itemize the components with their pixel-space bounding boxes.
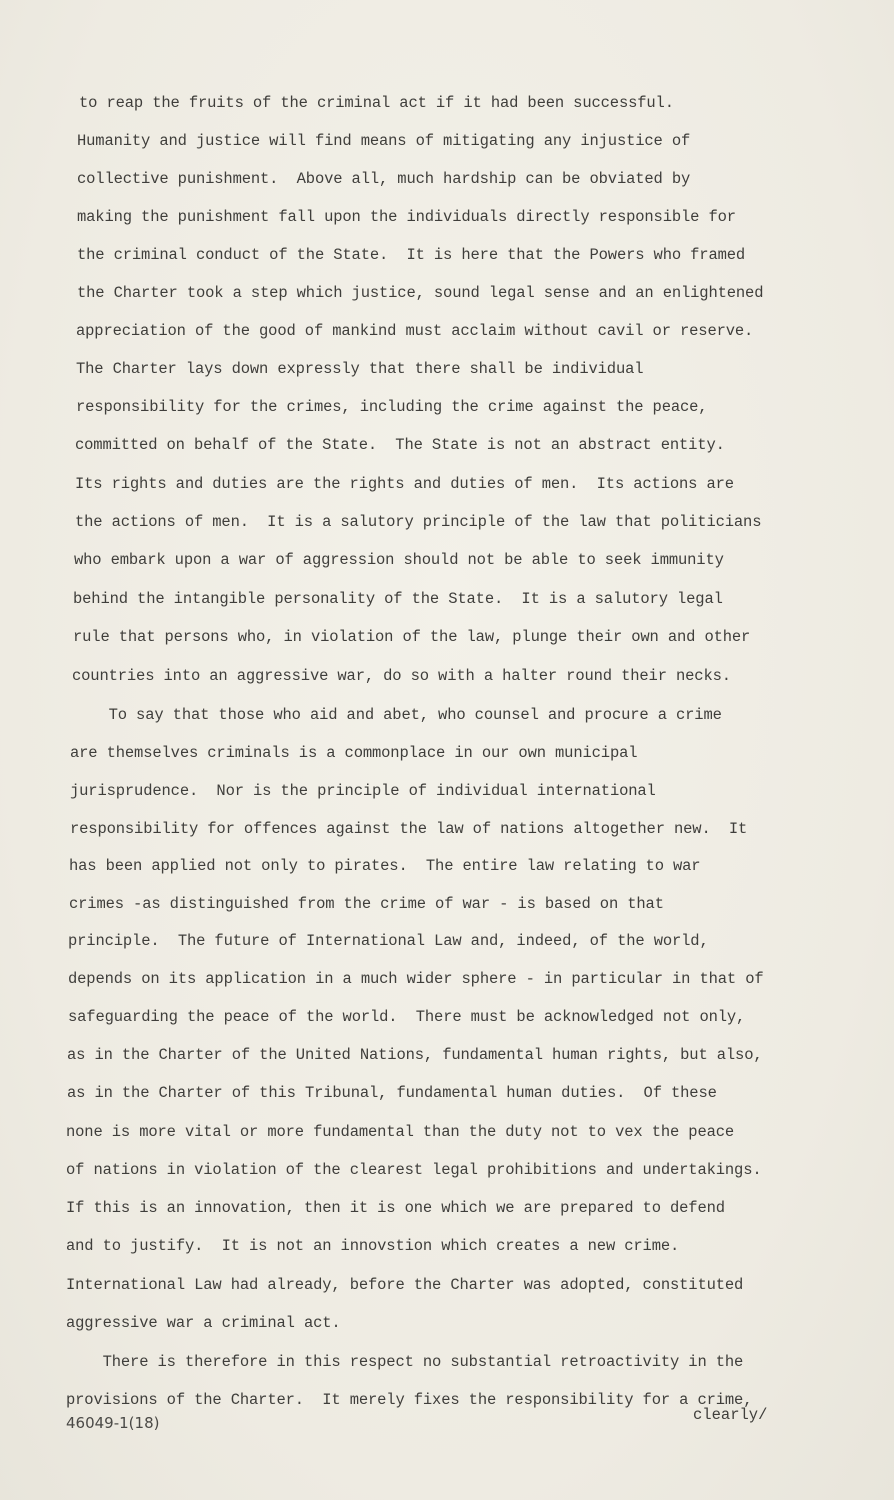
catchword: clearly/ bbox=[693, 1406, 768, 1424]
text-line: International Law had already, before the Charter was adopted, constituted bbox=[66, 1276, 744, 1294]
text-line: committed on behalf of the State. The State is not an abstract entity. bbox=[75, 436, 725, 454]
text-line: Its rights and duties are the rights and duties of men. Its actions are bbox=[75, 475, 734, 493]
text-line: responsibility for offences against the law of nations altogether new. It bbox=[70, 820, 748, 838]
text-line: Humanity and justice will find means of mitigating any injustice of bbox=[77, 132, 691, 150]
text-line: appreciation of the good of mankind must acclaim without cavil or reserve. bbox=[76, 322, 754, 340]
text-line: the Charter took a step which justice, sound legal sense and an enlightened bbox=[77, 284, 764, 302]
text-line: the actions of men. It is a salutory principle of the law that politicians bbox=[75, 513, 762, 531]
text-line: as in the Charter of this Tribunal, fundamental human duties. Of these bbox=[67, 1084, 717, 1102]
text-line: aggressive war a criminal act. bbox=[66, 1314, 341, 1332]
text-line: depends on its application in a much wider sphere - in particular in that of bbox=[68, 970, 764, 988]
text-line: has been applied not only to pirates. The entire law relating to war bbox=[69, 857, 701, 875]
text-line: principle. The future of International Law and, indeed, of the world, bbox=[68, 932, 709, 950]
text-line: jurisprudence. Nor is the principle of individual international bbox=[70, 782, 656, 800]
text-line: who embark upon a war of aggression should not be able to seek immunity bbox=[74, 551, 724, 569]
text-line: behind the intangible personality of the State. It is a salutory legal bbox=[73, 590, 723, 608]
text-line: To say that those who aid and abet, who counsel and procure a crime bbox=[72, 706, 722, 724]
text-line: crimes -as distinguished from the crime of war - is based on that bbox=[69, 895, 664, 913]
document-reference-number: 46049-1(18) bbox=[66, 1414, 160, 1432]
text-line: and to justify. It is not an innovstion which creates a new crime. bbox=[66, 1237, 680, 1255]
text-line: are themselves criminals is a commonplace in our own municipal bbox=[70, 744, 638, 762]
text-line: responsibility for the crimes, including the crime against the peace, bbox=[76, 398, 708, 416]
text-line: The Charter lays down expressly that there shall be individual bbox=[76, 360, 644, 378]
text-line: There is therefore in this respect no substantial retroactivity in the bbox=[66, 1353, 744, 1371]
text-line: of nations in violation of the clearest legal prohibitions and undertakings. bbox=[66, 1161, 762, 1179]
text-line: collective punishment. Above all, much hardship can be obviated by bbox=[77, 170, 691, 188]
text-line: as in the Charter of the United Nations, fundamental human rights, but also, bbox=[67, 1046, 763, 1064]
text-line: to reap the fruits of the criminal act if it had been successful. bbox=[79, 94, 674, 112]
text-line: making the punishment fall upon the individuals directly responsible for bbox=[77, 208, 736, 226]
text-line: the criminal conduct of the State. It is here that the Powers who framed bbox=[77, 246, 746, 264]
text-line: countries into an aggressive war, do so with a halter round their necks. bbox=[72, 667, 731, 685]
text-line: If this is an innovation, then it is one which we are prepared to defend bbox=[66, 1199, 725, 1217]
text-line: provisions of the Charter. It merely fixes the responsibility for a crime, bbox=[66, 1391, 753, 1409]
text-line: rule that persons who, in violation of the law, plunge their own and other bbox=[73, 628, 751, 646]
text-line: safeguarding the peace of the world. There must be acknowledged not only, bbox=[68, 1008, 746, 1026]
text-line: none is more vital or more fundamental than the duty not to vex the peace bbox=[66, 1123, 735, 1141]
